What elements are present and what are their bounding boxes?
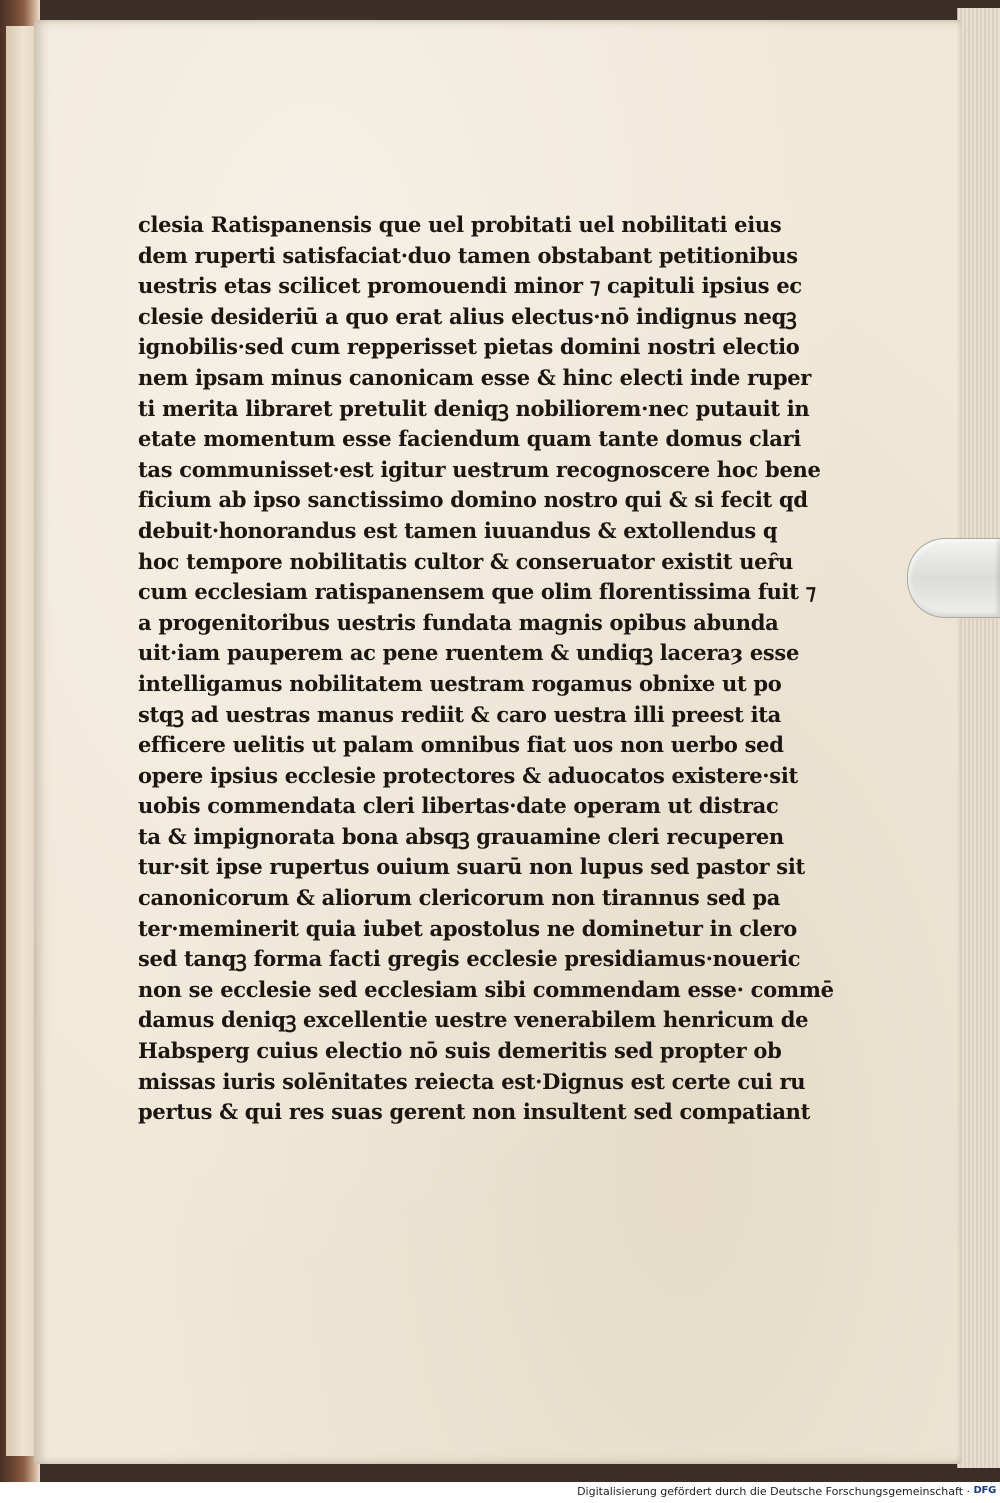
text-line: uit·iam pauperem ac pene ruentem & undiqꝫ laceraȝ esse [138, 640, 800, 666]
text-line: debuit·honorandus est tamen iuuandus & extollendus q [138, 517, 778, 543]
page-stack-edges [957, 8, 1000, 1468]
text-line: uobis commendata cleri libertas·date operam ut distrac [138, 793, 779, 819]
text-line: canonicorum & aliorum clericorum non tirannus sed pa [138, 885, 781, 911]
text-line: ter·meminerit quia iubet apostolus ne dominetur in clero [138, 915, 798, 941]
text-line: intelligamus nobilitatem uestram rogamus obnixe ut po [138, 670, 782, 696]
funding-credit: Digitalisierung gefördert durch die Deutsche Forschungsgemeinschaft · [577, 1485, 970, 1498]
text-line: tur·sit ipse rupertus ouium suarū non lupus sed pastor sit [138, 854, 805, 880]
text-line: ficium ab ipso sanctissimo domino nostro qui & si fecit qd [138, 487, 808, 513]
dfg-logo: DFG [973, 1485, 996, 1496]
text-line: ti merita libraret pretulit deniqꝫ nobiliorem·nec putauit in [138, 395, 810, 421]
book-page [34, 20, 962, 1464]
text-line: missas iuris solēnitates reiecta est·Dignus est certe cui ru [138, 1068, 806, 1094]
text-line: clesia Ratispanensis que uel probitati uel nobilitati eius [138, 212, 782, 237]
text-line: tas communisset·est igitur uestrum recognoscere hoc bene [138, 456, 821, 482]
text-line: sed tanqꝫ forma facti gregis ecclesie presidiamus·noueric [138, 946, 801, 972]
page-clip [907, 538, 1000, 618]
text-line: stqꝫ ad uestras manus rediit & caro uestra illi preest ita [138, 701, 781, 727]
text-line: etate momentum esse faciendum quam tante domus clari [138, 426, 801, 452]
text-line: efficere uelitis ut palam omnibus fiat uos non uerbo sed [138, 732, 784, 758]
text-line: pertus & qui res suas gerent non insultent sed compatiant [138, 1099, 811, 1125]
incunabula-text-block [138, 210, 878, 1128]
text-line: nem ipsam minus canonicam esse & hinc electi inde ruper [138, 364, 812, 390]
text-line: ta & impignorata bona absqꝫ grauamine cleri recuperen [138, 823, 784, 849]
text-line: Habsperg cuius electio nō suis demeritis sed propter ob [138, 1038, 782, 1064]
text-line: hoc tempore nobilitatis cultor & conseruator existit ueȓu [138, 548, 793, 574]
text-line: uestris etas scilicet promouendi minor ⁊ capituli ipsius ec [138, 273, 802, 299]
facing-page-edge [6, 26, 37, 1456]
text-line: damus deniqꝫ excellentie uestre venerabilem henricum de [138, 1007, 809, 1033]
text-line: opere ipsius ecclesie protectores & aduocatos existere·sit [138, 762, 798, 788]
footer-bar [0, 1482, 1000, 1503]
text-line: cum ecclesiam ratispanensem que olim florentissima fuit ⁊ [138, 579, 816, 605]
text-line: dem ruperti satisfaciat·duo tamen obstabant petitionibus [138, 242, 798, 268]
text-line: ignobilis·sed cum repperisset pietas domini nostri electio [138, 334, 800, 360]
text-line: non se ecclesie sed ecclesiam sibi commendam esse· commē [138, 976, 834, 1002]
text-line: a progenitoribus uestris fundata magnis opibus abunda [138, 609, 779, 635]
text-line: clesie desideriū a quo erat alius electus·nō indignus neqꝫ [138, 303, 797, 329]
